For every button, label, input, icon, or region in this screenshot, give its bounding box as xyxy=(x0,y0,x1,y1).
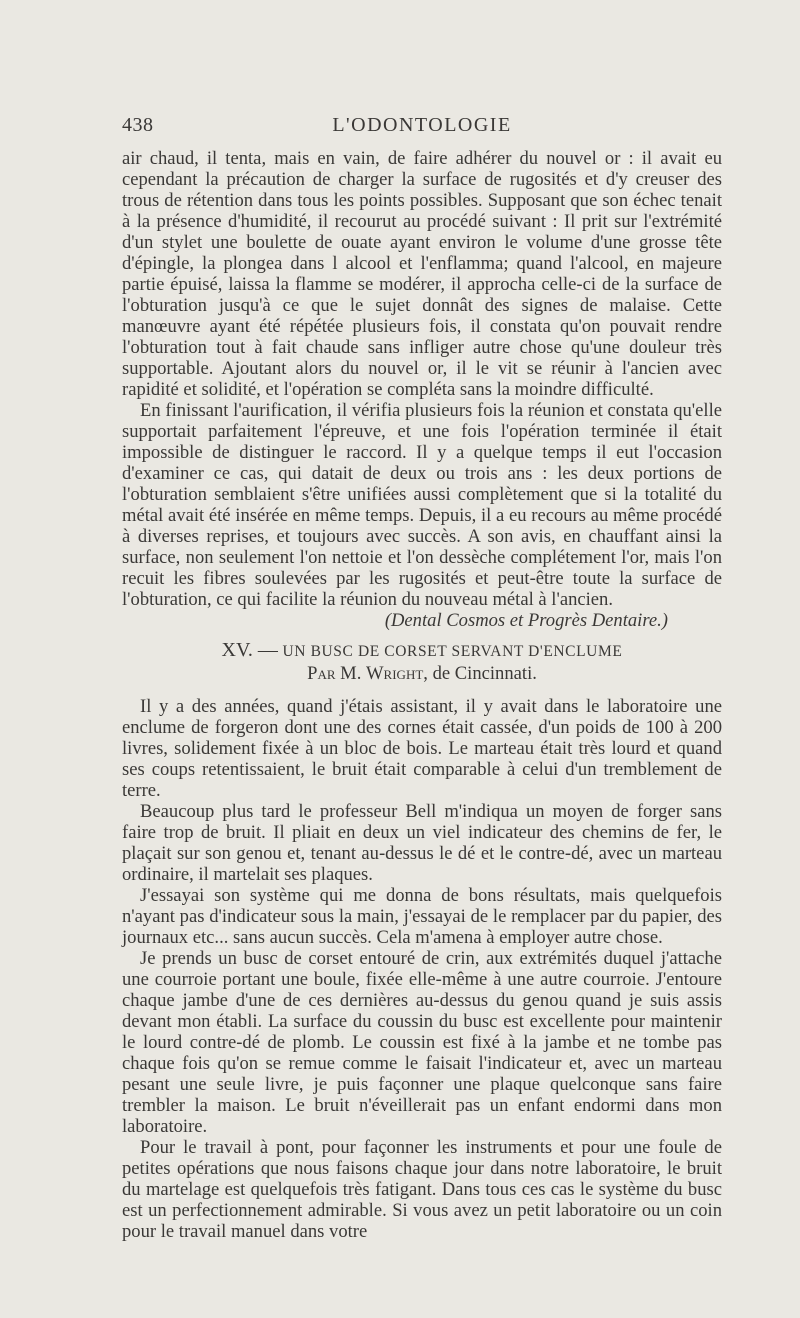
paragraph: Il y a des années, quand j'étais assistant, il y avait dans le laboratoire une enclume de forgeron dont une des cornes était cassée, d'un poids de 100 à 200 livres, solidement fixée à un bloc de bois. Le marteau était très lourd et quand ses coups retentissaient, le bruit était comparable à celui d'un tremblement de terre. xyxy=(122,696,722,801)
paragraph: Pour le travail à pont, pour façonner les instruments et pour une foule de petites opérations que nous faisons chaque jour dans notre laboratoire, le bruit du martelage est quelquefois très fatigant. Dans tous ces cas le système du busc est un perfectionnement admirable. Si vous avez un petit laboratoire ou un coin pour le travail manuel dans votre xyxy=(122,1137,722,1242)
paragraph: air chaud, il tenta, mais en vain, de faire adhérer du nouvel or : il avait eu cependant la précaution de charger la surface de rugosités et d'y creuser des trous de rétention dans tous les points possibles. Supposant que son échec tenait à la présence d'humidité, il recourut au procédé suivant : Il prit sur l'extrémité d'un stylet une boulette de ouate ayant environ le volume d'une grosse tête d'épingle, la plongea dans l alcool et l'enflamma; quand l'alcool, en majeure partie épuisé, laissa la flamme se modérer, il approcha celle-ci de la surface de l'obturation jusqu'à ce que le sujet donnât des signes de malaise. Cette manœuvre ayant été répétée plusieurs fois, il constata qu'on pouvait rendre l'obturation tout à fait chaude sans infliger autre chose qu'une douleur très supportable. Ajoutant alors du nouvel or, il le vit se réunir à l'ancien avec rapidité et solidité, et l'opération se compléta sans la moindre difficulté. xyxy=(122,148,722,400)
journal-title: L'ODONTOLOGIE xyxy=(332,114,512,136)
article-body xyxy=(122,148,722,1242)
paragraph: En finissant l'aurification, il vérifia plusieurs fois la réunion et constata qu'elle supportait parfaitement l'épreuve, et une fois l'opération terminée il était impossible de distinguer le raccord. Il y a quelque temps il eut l'occasion d'examiner ce cas, qui datait de deux ou trois ans : les deux portions de l'obturation semblaient s'être unifiées aussi complètement que si la totalité du métal avait été insérée en même temps. Depuis, il a eu recours au même procédé à diverses reprises, et toujours avec succès. A son avis, en chauffant ainsi la surface, non seulement l'on nettoie et l'on dessèche complétement l'or, mais l'on recuit les fibres soulevées par les rugosités et peut-être toute la surface de l'obturation, ce qui facilite la réunion du nouveau métal à l'ancien. xyxy=(122,400,722,610)
page-number: 438 xyxy=(122,114,154,136)
paragraph: J'essayai son système qui me donna de bons résultats, mais quelquefois n'ayant pas d'indicateur sous la main, j'essayai de le remplacer par du papier, des journaux etc... sans aucun succès. Cela m'amena à employer autre chose. xyxy=(122,885,722,948)
byline-location: , de Cincinnati. xyxy=(423,663,537,684)
section-byline xyxy=(122,663,722,684)
byline-prefix: Par M. xyxy=(307,663,362,684)
section-heading xyxy=(122,639,722,663)
section-number: XV. — xyxy=(221,639,278,661)
paragraph: Je prends un busc de corset entouré de crin, aux extrémités duquel j'attache une courroie portant une boule, fixée elle-même à une autre courroie. J'entoure chaque jambe d'une de ces dernières au-dessus du genou quand je suis assis devant mon établi. La surface du coussin du busc est excellente pour maintenir le lourd contre-dé de plomb. Le coussin est fixé à la jambe et ne tombe pas chaque fois qu'on se remue comme le faisait l'indicateur et, avec un marteau pesant une seule livre, je puis façonner une plaque quelconque sans faire trembler la maison. Le bruit n'éveillerait pas un enfant endormi dans mon laboratoire. xyxy=(122,948,722,1137)
source-citation: (Dental Cosmos et Progrès Dentaire.) xyxy=(384,610,668,631)
paragraph: Beaucoup plus tard le professeur Bell m'indiqua un moyen de forger sans faire trop de bruit. Il pliait en deux un viel indicateur des chemins de fer, le plaçait sur son genou et, tenant au-dessus le dé et le contre-dé, avec un marteau ordinaire, il martelait ses plaques. xyxy=(122,801,722,885)
byline-author: Wright xyxy=(366,663,424,684)
running-head xyxy=(122,114,722,140)
section-title: UN BUSC DE CORSET SERVANT D'ENCLUME xyxy=(282,643,623,660)
